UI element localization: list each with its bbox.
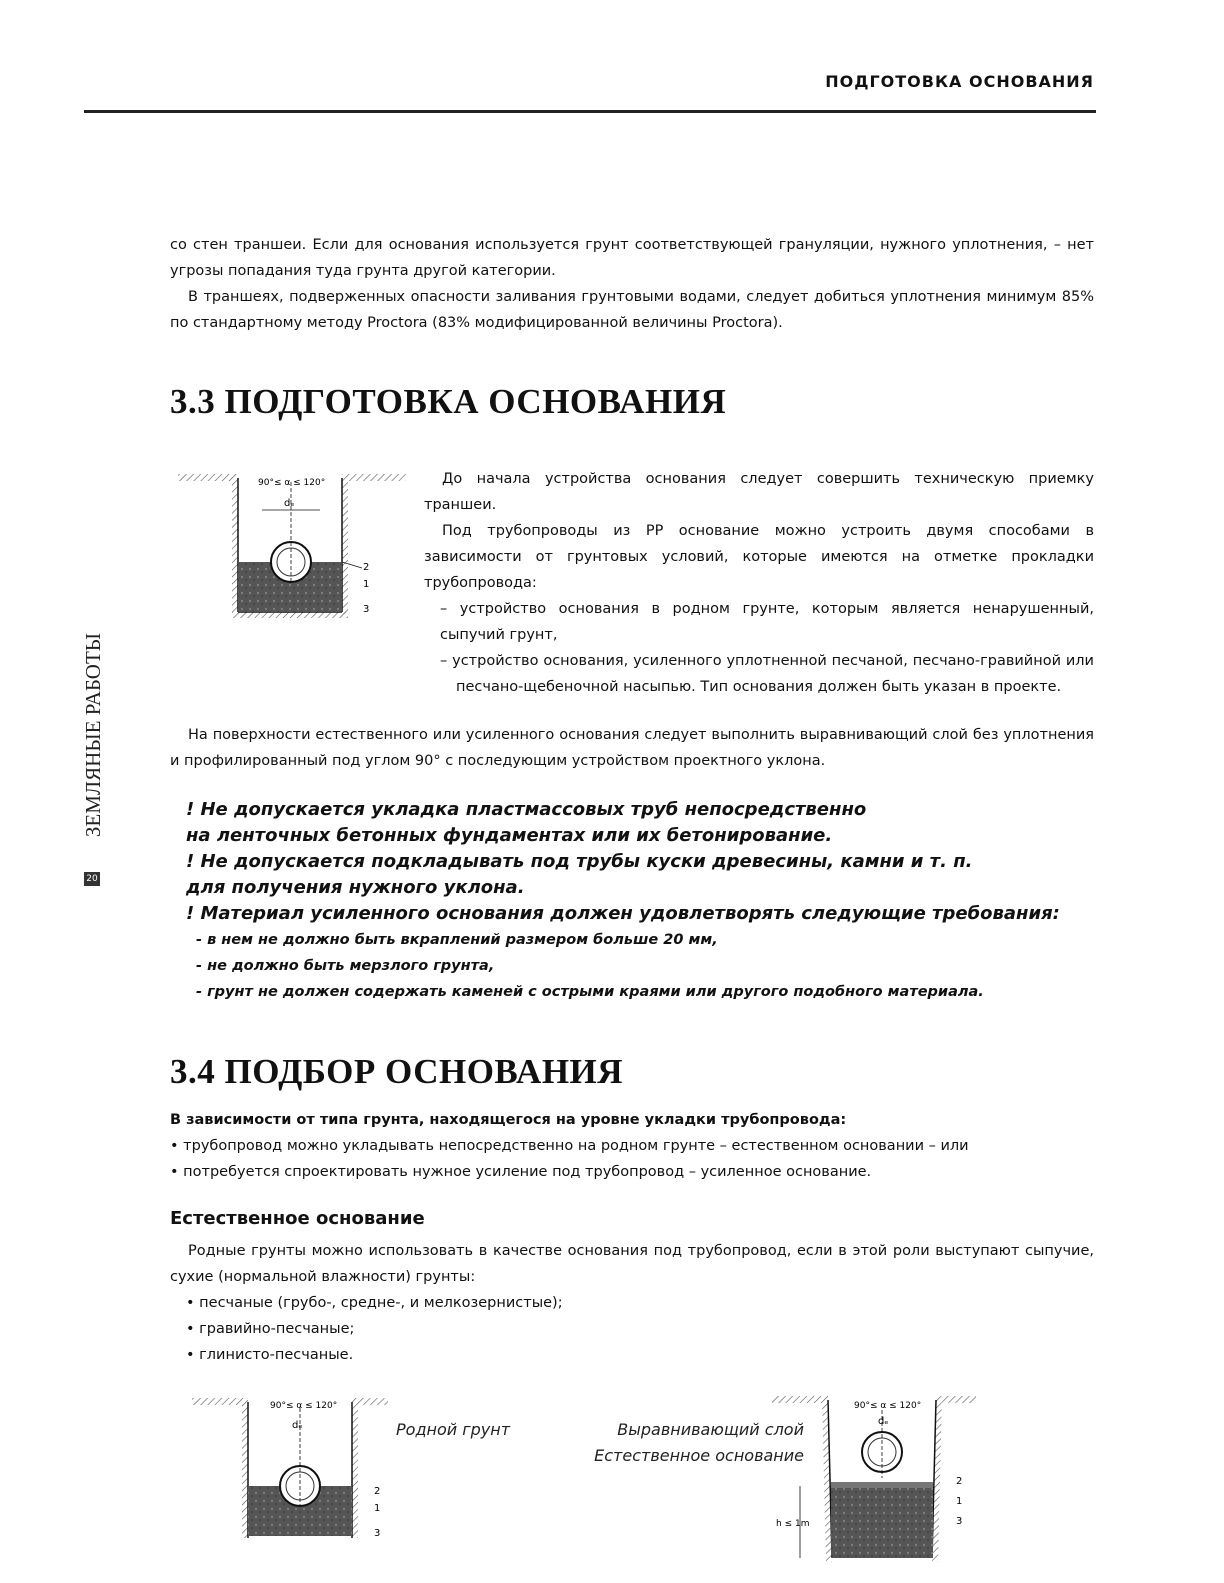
layer-1-label: 1 bbox=[363, 579, 370, 590]
layer-3-label-b: 3 bbox=[374, 1528, 381, 1539]
section-3-3-item-1: – устройство основания в родном грунте, которым является ненарушенный, сыпучий грунт, bbox=[440, 601, 1094, 643]
diameter-label-2: dₑ bbox=[292, 1420, 303, 1431]
page-number: 20 bbox=[84, 872, 100, 886]
diameter-label: dₑ bbox=[284, 498, 295, 509]
section-3-3-paragraph-3: На поверхности естественного или усиленного основания следует выполнить выравнивающий слой без уплотнения и профилированный под углом 90° с последующим устройством проектного уклона. bbox=[170, 727, 1094, 769]
warning-3: ! Материал усиленного основания должен удовлетворять следующие требования: bbox=[186, 903, 1060, 924]
warning-1: ! Не допускается укладка пластмассовых труб непосредственно bbox=[186, 799, 867, 820]
layer-2-label: 2 bbox=[363, 562, 370, 573]
warning-block bbox=[186, 797, 1086, 1005]
section-3-3-paragraph-1: До начала устройства основания следует совершить техническую приемку траншеи. bbox=[424, 471, 1094, 513]
layer-2-label-b: 2 bbox=[374, 1486, 381, 1497]
layer-3-label-c: 3 bbox=[956, 1516, 963, 1527]
natural-base-text bbox=[170, 1238, 1094, 1368]
warning-2-cont: для получения нужного уклона. bbox=[186, 877, 525, 898]
layer-2-label-c: 2 bbox=[956, 1476, 963, 1487]
section-3-3-title: 3.3 ПОДГОТОВКА ОСНОВАНИЯ bbox=[170, 382, 727, 421]
angle-label-3: 90°≤ α ≤ 120° bbox=[854, 1401, 922, 1411]
diameter-label-3: dₑ bbox=[878, 1416, 889, 1427]
section-3-3-paragraph-2: Под трубопроводы из PP основание можно устроить двумя способами в зависимости от грунтовых условий, которые имеются на отметке прокладки трубопровода: bbox=[424, 523, 1094, 591]
section-3-3-text bbox=[424, 466, 1094, 700]
section-3-3-paragraph-3-box bbox=[170, 722, 1094, 774]
angle-label: 90°≤ α ≤ 120° bbox=[258, 478, 326, 488]
section-3-4-bullet-1: • трубопровод можно укладывать непосредственно на родном грунте – естественном основании – или bbox=[170, 1138, 969, 1154]
section-3-4-lead: В зависимости от типа грунта, находящегося на уровне укладки трубопровода: bbox=[170, 1112, 847, 1128]
caption-native-soil: Родной грунт bbox=[396, 1420, 511, 1439]
intro-paragraph-2: В траншеях, подверженных опасности заливания грунтовыми водами, следует добиться уплотнения минимум 85% по стандартному методу Proctora (83% модифицированной величины Proctora). bbox=[170, 289, 1094, 331]
intro-paragraph-1: со стен траншеи. Если для основания используется грунт соответствующей грануляции, нужного уплотнения, – нет угрозы попадания туда грунта другой категории. bbox=[170, 237, 1094, 279]
running-header: ПОДГОТОВКА ОСНОВАНИЯ bbox=[825, 72, 1094, 91]
header-rule bbox=[84, 110, 1096, 113]
trench-diagram-bottom-left bbox=[190, 1394, 390, 1544]
section-3-4-intro bbox=[170, 1107, 1094, 1185]
requirement-3: - грунт не должен содержать каменей с острыми краями или другого подобного материала. bbox=[196, 984, 984, 1000]
section-3-4-bullet-2: • потребуется спроектировать нужное усиление под трубопровод – усиленное основание. bbox=[170, 1164, 872, 1180]
caption-natural-base: Естественное основание bbox=[594, 1446, 804, 1465]
intro-text bbox=[170, 232, 1094, 336]
section-3-3-item-2: – устройство основания, усиленного уплотненной песчаной, песчано-гравийной или песчано-щебеночной насыпью. Тип основания должен быть указан в проекте. bbox=[440, 653, 1094, 695]
trench-diagram-bottom-right bbox=[770, 1390, 980, 1566]
warning-2: ! Не допускается подкладывать под трубы куски древесины, камни и т. п. bbox=[186, 851, 973, 872]
angle-label-2: 90°≤ α ≤ 120° bbox=[270, 1401, 338, 1411]
soil-type-2: • гравийно-песчаные; bbox=[186, 1321, 355, 1337]
sidebar-label-text: ЗЕМЛЯНЫЕ РАБОТЫ bbox=[81, 632, 105, 838]
requirement-1: - в нем не должно быть вкраплений размером больше 20 мм, bbox=[196, 932, 718, 948]
soil-type-1: • песчаные (грубо-, средне-, и мелкозернистые); bbox=[186, 1295, 563, 1311]
natural-base-paragraph: Родные грунты можно использовать в качестве основания под трубопровод, если в этой роли выступают сыпучие, сухие (нормальной влажности) грунты: bbox=[170, 1243, 1094, 1285]
soil-type-3: • глинисто-песчаные. bbox=[186, 1347, 354, 1363]
warning-1-cont: на ленточных бетонных фундаментах или их бетонирование. bbox=[186, 825, 833, 846]
height-label: h ≤ 1m bbox=[776, 1519, 810, 1529]
section-3-4-title: 3.4 ПОДБОР ОСНОВАНИЯ bbox=[170, 1052, 624, 1091]
layer-3-label: 3 bbox=[363, 604, 370, 615]
trench-diagram-top bbox=[176, 470, 412, 622]
requirement-2: - не должно быть мерзлого грунта, bbox=[196, 958, 495, 974]
caption-leveling-layer: Выравнивающий слой bbox=[617, 1420, 804, 1439]
layer-1-label-b: 1 bbox=[374, 1503, 381, 1514]
layer-1-label-c: 1 bbox=[956, 1496, 963, 1507]
sidebar-label bbox=[78, 600, 108, 870]
natural-base-subtitle: Естественное основание bbox=[170, 1208, 425, 1229]
